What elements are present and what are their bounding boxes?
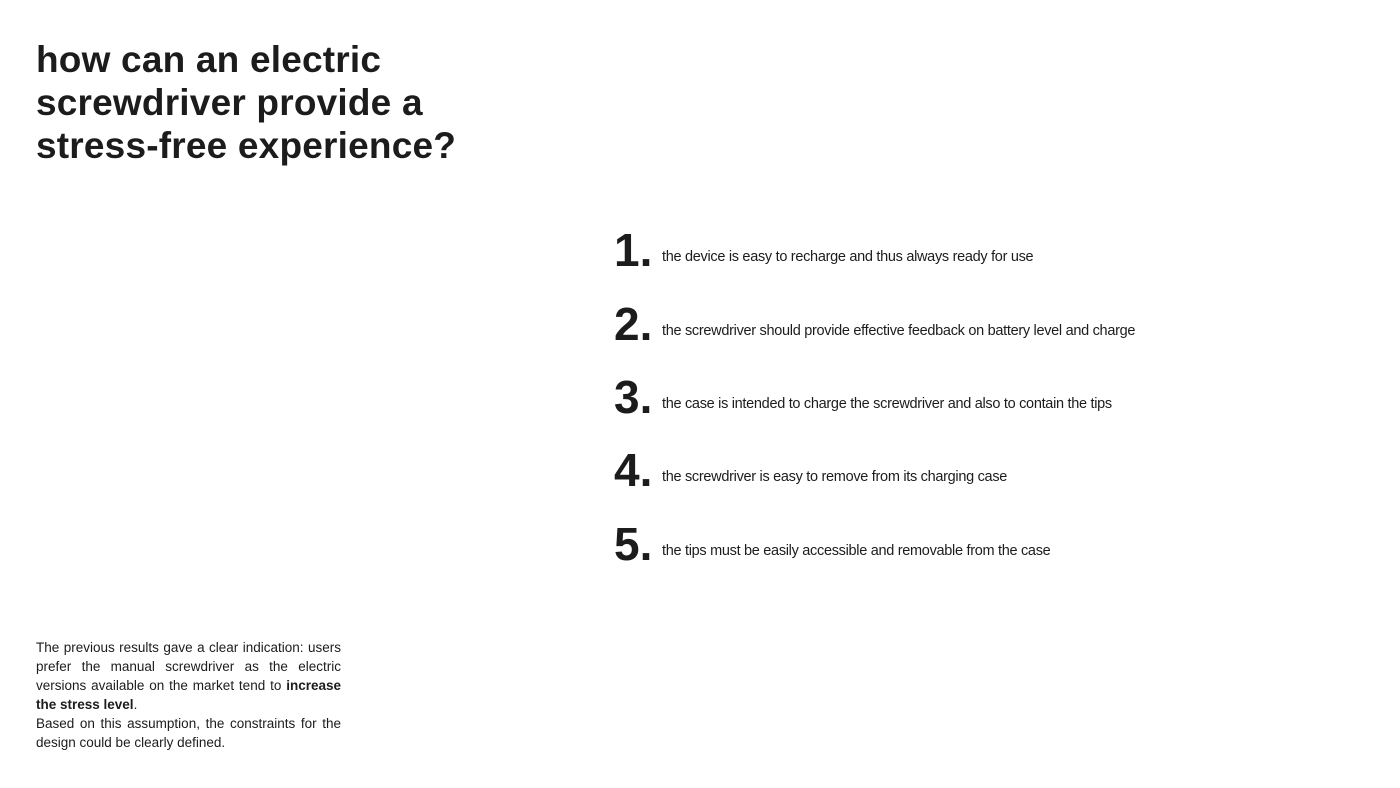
constraint-item [614, 300, 1374, 348]
constraint-number: 5. [614, 518, 653, 570]
constraint-item [614, 226, 1374, 274]
constraint-item [614, 373, 1374, 421]
note-conclusion: Based on this assumption, the constraints for the design could be clearly defined. [36, 716, 341, 750]
constraint-item [614, 446, 1374, 494]
title-line: stress-free experience? [36, 125, 457, 166]
constraint-text: the screwdriver is easy to remove from its charging case [662, 469, 1008, 485]
constraint-number: 2. [614, 298, 653, 350]
constraint-item [614, 520, 1374, 568]
note-paragraph [36, 638, 341, 714]
constraint-number: 1. [614, 224, 653, 276]
constraint-text: the tips must be easily accessible and removable from the case [662, 543, 1051, 559]
summary-note [36, 638, 341, 752]
constraint-text: the screwdriver should provide effective feedback on battery level and charge [662, 323, 1136, 339]
title-line: how can an electric [36, 39, 382, 80]
note-end: . [133, 697, 138, 712]
note-emphasis: increase the stress level [36, 678, 341, 712]
constraints-list [614, 0, 1374, 788]
constraint-number: 4. [614, 444, 653, 496]
constraint-number: 3. [614, 371, 653, 423]
constraint-text: the device is easy to recharge and thus always ready for use [662, 249, 1034, 265]
constraint-text: the case is intended to charge the screwdriver and also to contain the tips [662, 396, 1112, 412]
title-line: screwdriver provide a [36, 82, 423, 123]
page-title [36, 38, 456, 167]
note-intro: The previous results gave a clear indication: users prefer the manual screwdriver as the electric versions available on the market tend to [36, 640, 341, 693]
